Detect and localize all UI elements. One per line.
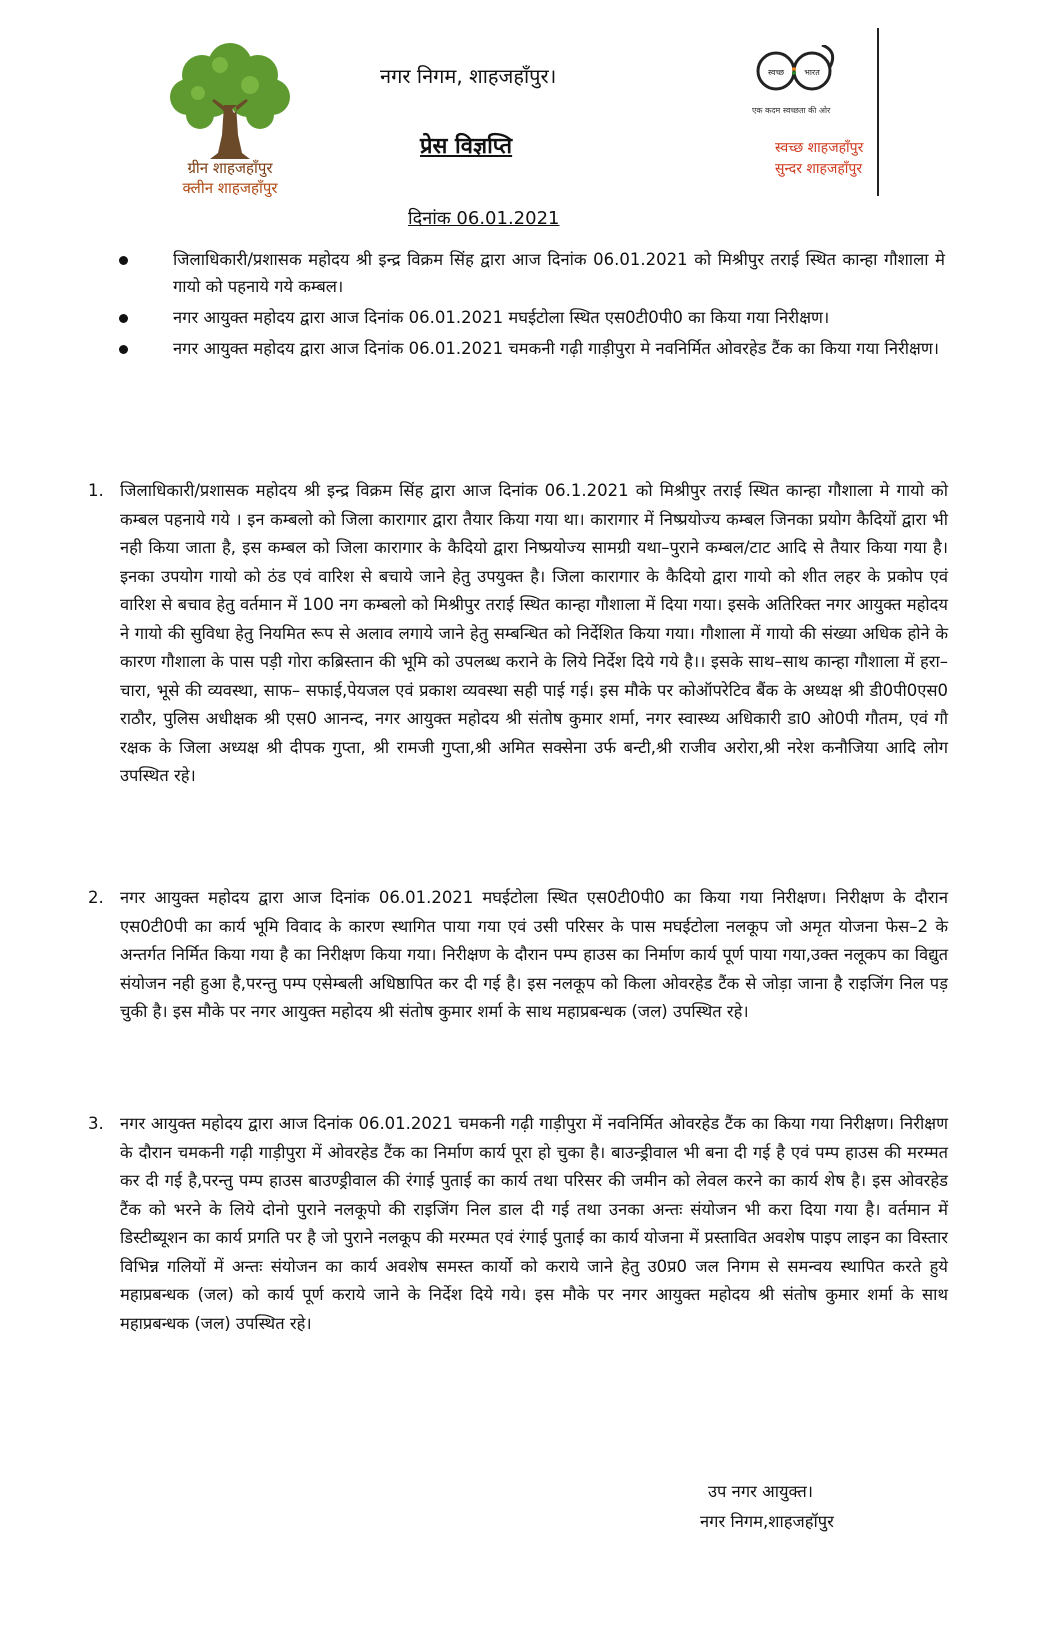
organization-title: नगर निगम, शाहजहाँपुर। <box>380 64 557 88</box>
left-logo-line2: क्लीन शाहजहाँपुर <box>182 179 278 197</box>
bullet-item <box>115 246 945 300</box>
paragraph-text: नगर आयुक्त महोदय द्वारा आज दिनांक 06.01.2021 मघईटोला स्थित एस0टी0पी0 का किया गया निरीक्षण। निरीक्षण के दौरान एस0टी0पी का कार्य भूमि विवाद के कारण स्थागित पाया गया एवं उसी परिसर के पास मघईटोला नलकूप जो अमृत योजना फेस–2 के अन्तर्गत निर्मित किया गया है का निरीक्षण किया गया। निरीक्षण के दौरान पम्प हाउस का निर्माण कार्य पूर्ण पाया गया,उक्त नलूकप का विद्युत संयोजन नही हुआ है,परन्तु पम्प एसेम्बली अधिष्ठापित कर दी गई है। इस नलकूप को किला ओवरहेड टैंक से जोड़ा जाना है राइजिंग निल पड़ चुकी है। इस मौके पर नगर आयुक्त महोदय श्री संतोष कुमार शर्मा के साथ महाप्रबन्धक (जल) उपस्थित रहे। <box>120 888 948 1021</box>
bullet-dot-icon <box>119 314 128 323</box>
left-logo-caption <box>140 158 320 198</box>
paragraph-number: 2. <box>88 888 104 907</box>
paragraph-text: नगर आयुक्त महोदय द्वारा आज दिनांक 06.01.2021 चमकनी गढ़ी गाड़ीपुरा में नवनिर्मित ओवरहेड टैंक का किया गया निरीक्षण। निरीक्षण के दौरान चमकनी गढ़ी गाड़ीपुरा में ओवरहेड टैंक का निर्माण कार्य पूरा हो चुका है। बाउन्ड्रीवाल भी बना दी गई है एवं पम्प हाउस की मरम्मत कर दी गई है,परन्तु पम्प हाउस बाउण्ड्रीवाल की रंगाई पुताई का कार्य तथा परिसर की जमीन को लेवल करने का कार्य शेष है। इस ओवरहेड टैंक को भरने के लिये दोनो पुराने नलकूपो की राइजिंग निल डाल दी गई तथा उनका अन्तः संयोजन भी करा दिया गया है। वर्तमान में डिस्टीब्यूशन का कार्य प्रगति पर है जो पुराने नलकूप की मरम्मत एवं रंगाई पुताई का कार्य योजना में प्रस्तावित अवशेष पाइप लाइन का विस्तार विभिन्न गलियों में अन्तः संयोजन का कार्य अवशेष समस्त कार्यो को कराये जाने हेतु उ0प्र0 जल निगम से समन्वय स्थापित करते हुये महाप्रबन्धक (जल) को कार्य पूर्ण कराये जाने के निर्देश दिये गये। इस मौके पर नगर आयुक्त महोदय श्री संतोष कुमार शर्मा के साथ महाप्रबन्धक (जल) उपस्थित रहे। <box>120 1114 948 1333</box>
signature-block <box>700 1477 834 1537</box>
summary-bullets <box>115 246 945 366</box>
bullet-text: नगर आयुक्त महोदय द्वारा आज दिनांक 06.01.2021 मघईटोला स्थित एस0टी0पी0 का किया गया निरीक्षण। <box>173 308 830 327</box>
signature-office: नगर निगम,शाहजहॉपुर <box>700 1512 834 1531</box>
paragraph-text: जिलाधिकारी/प्रशासक महोदय श्री इन्द्र विक्रम सिंह द्वारा आज दिनांक 06.1.2021 को मिश्रीपुर तराई स्थित कान्हा गौशाला मे गायो को कम्बल पहनाये गये । इन कम्बलो को जिला कारागार द्वारा तैयार किया गया था। कारागार में निष्प्रयोज्य कम्बल जिनका प्रयोग कैदियों द्वारा भी नही किया जाता है, इस कम्बल को जिला कारागार के कैदियो द्वारा निष्प्रयोज्य सामग्री यथा–पुराने कम्बल/टाट आदि से तैयार किया गया है। इनका उपयोग गायो को ठंड एवं वारिश से बचाये जाने हेतु उपयुक्त है। जिला कारागार के कैदियो द्वारा गायो को शीत लहर के प्रकोप एवं वारिश से बचाव हेतु वर्तमान में 100 नग कम्बलो को मिश्रीपुर तराई स्थित कान्हा गौशाला में दिया गया। इसके अतिरिक्त नगर आयुक्त महोदय ने गायो की सुविधा हेतु नियमित रूप से अलाव लगाये जाने हेतु सम्बन्धित को निर्देशित किया गया। गौशाला में गायो की संख्या अधिक होने के कारण गौशाला के पास पड़ी गोरा कब्रिस्तान की भूमि को उपलब्ध कराने के लिये निर्देश दिये गये है।। इसके साथ–साथ कान्हा गौशाला में हरा–चारा, भूसे की व्यवस्था, साफ– सफाई,पेयजल एवं प्रकाश व्यवस्था सही पाई गई। इस मौके पर कोऑपरेटिव बैंक के अध्यक्ष श्री डी0पी0एस0 राठौर, पुलिस अधीक्षक श्री एस0 आनन्द, नगर आयुक्त महोदय श्री संतोष कुमार शर्मा, नगर स्वास्थ्य अधिकारी डा0 ओ0पी गौतम, एवं गौ रक्षक के जिला अध्यक्ष श्री दीपक गुप्ता, श्री रामजी गुप्ता,श्री अमित सक्सेना उर्फ बन्टी,श्री राजीव अरोरा,श्री नरेश कनौजिया आदि लोग उपस्थित रहे। <box>120 481 948 785</box>
right-logo-line2: सुन्दर शाहजहाँपुर <box>775 161 863 177</box>
signature-designation: उप नगर आयुक्त। <box>708 1482 814 1501</box>
press-release-title: प्रेस विज्ञप्ति <box>420 134 513 159</box>
bullet-item <box>115 304 945 331</box>
bullet-item <box>115 335 945 362</box>
right-logo-line1: स्वच्छ शाहजहाँपुर <box>775 140 864 156</box>
right-logo-tagline: एक कदम स्वच्छता की ओर <box>752 106 831 115</box>
paragraph-1 <box>88 477 948 791</box>
bullet-dot-icon <box>119 256 128 265</box>
right-logo-caption <box>775 138 863 180</box>
bullet-text: जिलाधिकारी/प्रशासक महोदय श्री इन्द्र विक्रम सिंह द्वारा आज दिनांक 06.01.2021 को मिश्रीपुर तराई स्थित कान्हा गौशाला मे गायो को पहनाये गये कम्बल। <box>173 250 945 296</box>
paragraph-number: 1. <box>88 481 104 500</box>
release-date: दिनांक 06.01.2021 <box>408 208 560 229</box>
badge-right-text: भारत <box>804 68 820 77</box>
badge-left-text: स्वच्छ <box>767 68 785 77</box>
header-divider <box>877 28 879 196</box>
paragraph-2 <box>88 884 948 1027</box>
left-logo-line1: ग्रीन शाहजहाँपुर <box>187 159 273 177</box>
paragraph-3 <box>88 1110 948 1338</box>
paragraph-number: 3. <box>88 1114 104 1133</box>
bullet-text: नगर आयुक्त महोदय द्वारा आज दिनांक 06.01.2021 चमकनी गढ़ी गाड़ीपुरा मे नवनिर्मित ओवरहेड टैंक का किया गया निरीक्षण। <box>173 339 940 358</box>
bullet-dot-icon <box>119 345 128 354</box>
